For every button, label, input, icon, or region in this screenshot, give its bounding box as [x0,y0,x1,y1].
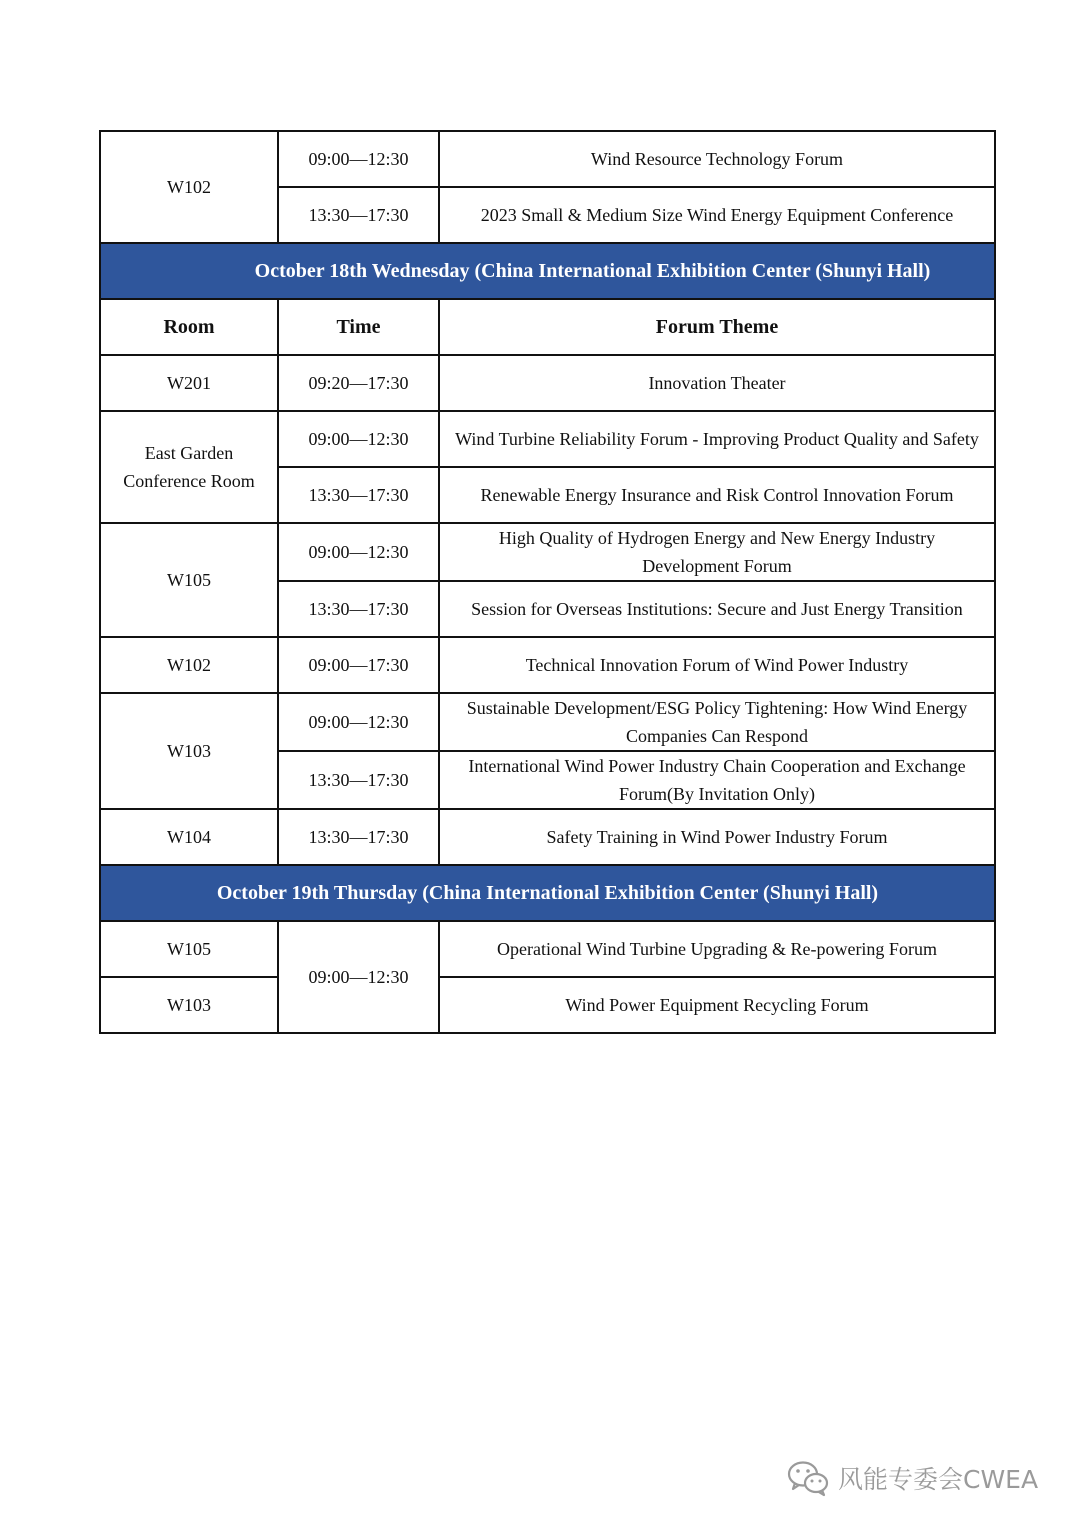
table-row [100,523,995,581]
room-cell: W103 [100,977,278,1033]
watermark [786,1458,1038,1498]
theme-cell: Operational Wind Turbine Upgrading & Re-powering Forum [439,921,995,977]
theme-cell: Wind Power Equipment Recycling Forum [439,977,995,1033]
theme-cell: International Wind Power Industry Chain Cooperation and Exchange Forum(By Invitation Only) [439,751,995,809]
theme-cell: Safety Training in Wind Power Industry Forum [439,809,995,865]
room-cell: W104 [100,809,278,865]
theme-cell: 2023 Small & Medium Size Wind Energy Equipment Conference [439,187,995,243]
day-header-title: October 18th Wednesday (China International Exhibition Center (Shunyi Hall) [254,260,931,282]
day-header-title: October 19th Thursday (China International Exhibition Center (Shunyi Hall) [216,882,879,904]
theme-cell: Wind Turbine Reliability Forum - Improving Product Quality and Safety [439,411,995,467]
theme-cell: Session for Overseas Institutions: Secure and Just Energy Transition [439,581,995,637]
time-cell: 09:00—12:30 [278,693,439,751]
table-row [100,977,995,1033]
theme-cell: Technical Innovation Forum of Wind Power Industry [439,637,995,693]
time-cell: 09:00—12:30 [278,131,439,187]
room-cell: W201 [100,355,278,411]
time-cell: 13:30—17:30 [278,809,439,865]
column-header-room: Room [100,299,278,355]
table-row [100,131,995,187]
theme-cell: Renewable Energy Insurance and Risk Control Innovation Forum [439,467,995,523]
time-cell: 09:00—12:30 [278,411,439,467]
time-cell: 09:00—12:30 [278,921,439,1033]
time-cell: 09:00—12:30 [278,523,439,581]
table-row [100,637,995,693]
room-cell: W103 [100,693,278,809]
room-cell: W105 [100,921,278,977]
day-header-row [100,243,995,299]
forum-schedule-table [99,130,996,1034]
day-header-oct-19 [100,865,995,921]
column-header-time: Time [278,299,439,355]
theme-cell: Innovation Theater [439,355,995,411]
column-header-theme: Forum Theme [439,299,995,355]
theme-cell: Wind Resource Technology Forum [439,131,995,187]
day-header-oct-18 [100,243,995,299]
room-cell: East Garden Conference Room [100,411,278,523]
watermark-text: 风能专委会CWEA [838,1465,1039,1494]
time-cell: 13:30—17:30 [278,581,439,637]
column-header-row [100,299,995,355]
table-row [100,693,995,751]
table-row [100,355,995,411]
room-cell: W102 [100,131,278,243]
time-cell: 13:30—17:30 [278,751,439,809]
time-cell: 13:30—17:30 [278,467,439,523]
table-row [100,809,995,865]
time-cell: 13:30—17:30 [278,187,439,243]
table-row [100,921,995,977]
day-header-row [100,865,995,921]
room-cell: W102 [100,637,278,693]
wechat-icon [786,1459,830,1497]
time-cell: 09:00—17:30 [278,637,439,693]
room-cell: W105 [100,523,278,637]
time-cell: 09:20—17:30 [278,355,439,411]
theme-cell: Sustainable Development/ESG Policy Tightening: How Wind Energy Companies Can Respond [439,693,995,751]
theme-cell: High Quality of Hydrogen Energy and New Energy Industry Development Forum [439,523,995,581]
table-row [100,411,995,467]
